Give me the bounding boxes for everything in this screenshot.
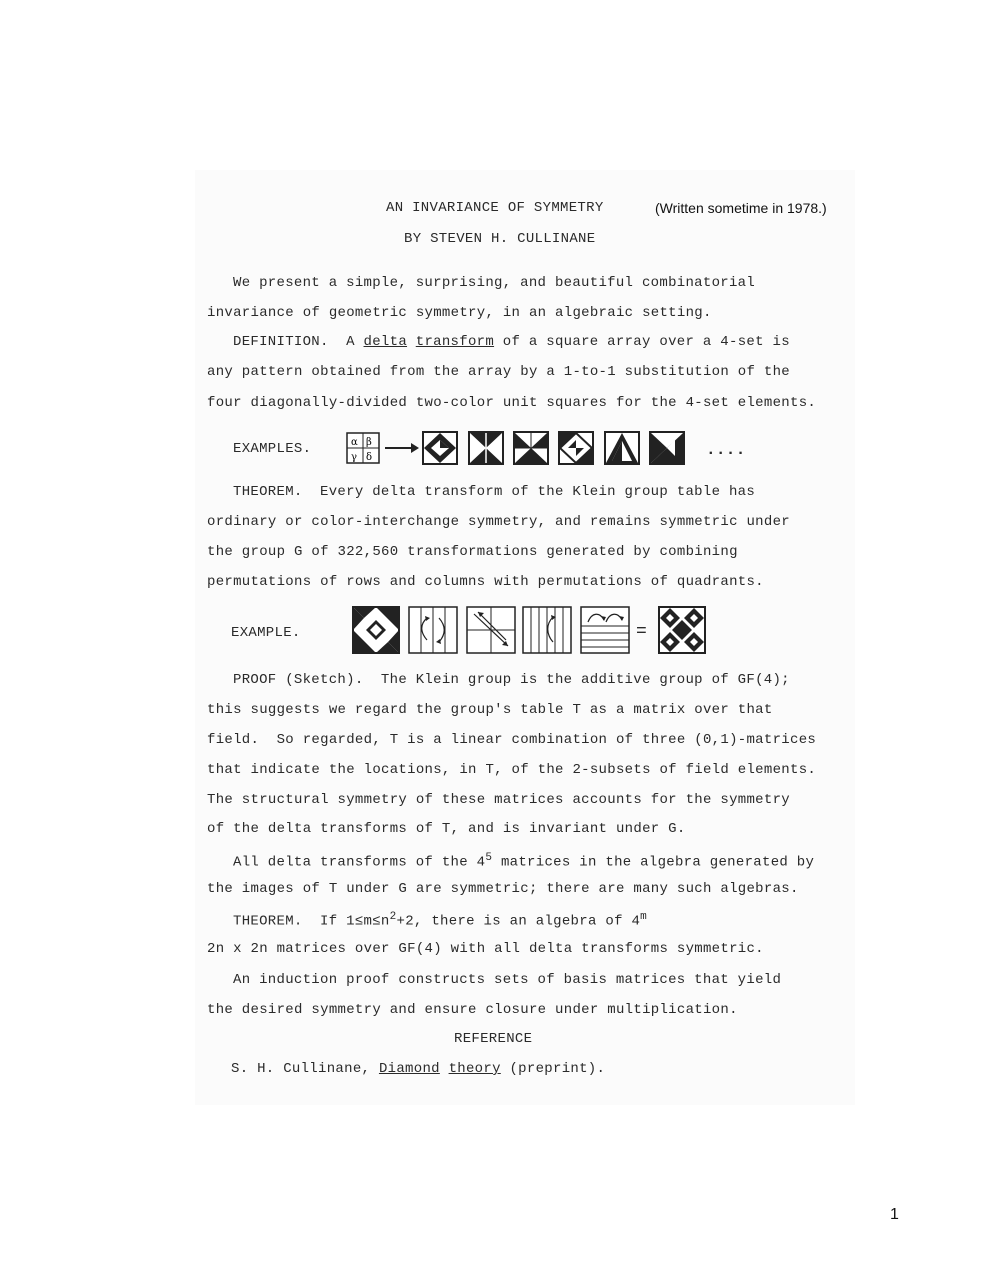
ellipsis: .... — [706, 441, 746, 459]
delta-example-2-icon — [468, 431, 504, 465]
delta-example-1-icon — [422, 431, 458, 465]
reference-title-diamond: Diamond — [378, 1061, 440, 1077]
permute-rows-icon — [408, 606, 458, 654]
delta-example-5-icon — [604, 431, 640, 465]
theorem-2-line-1 — [233, 911, 647, 930]
intro-line-2: invariance of geometric symmetry, in an algebraic setting. — [207, 305, 712, 321]
definition-line-2: any pattern obtained from the array by a 1-to-1 substitution of the — [207, 364, 790, 380]
term-transform: transform — [415, 334, 495, 350]
theorem-2-exponent-2: m — [640, 911, 648, 923]
page-title: AN INVARIANCE OF SYMMETRY — [386, 200, 604, 216]
theorem-2-line-2: 2n x 2n matrices over GF(4) with all delta transforms symmetric. — [207, 941, 764, 957]
example-label: EXAMPLE. — [231, 625, 301, 641]
examples-label: EXAMPLES. — [233, 441, 312, 457]
definition-label: DEFINITION. A — [233, 334, 364, 350]
delta-example-3-icon — [513, 431, 549, 465]
permute-columns-icon — [522, 606, 572, 654]
reference-title-theory: theory — [448, 1061, 501, 1077]
reference-suffix: (preprint). — [500, 1061, 606, 1077]
all-delta-text-a: All delta transforms of the 4 — [233, 854, 486, 871]
permute-quadrant-rows-icon — [580, 606, 630, 654]
proof-line-6: of the delta transforms of T, and is invariant under G. — [207, 821, 686, 837]
page-number: 1 — [890, 1206, 899, 1223]
definition-rest: of a square array over a 4-set is — [494, 334, 790, 350]
induction-line-2: the desired symmetry and ensure closure under multiplication. — [207, 1002, 738, 1018]
proof-line-2: this suggests we regard the group's table T as a matrix over that — [207, 702, 773, 718]
definition-line-1 — [233, 334, 790, 350]
theorem-2-exponent-1: 2 — [389, 911, 397, 923]
byline: BY STEVEN H. CULLINANE — [404, 231, 596, 247]
reference-heading: REFERENCE — [454, 1031, 533, 1047]
symbol-alpha: α — [351, 437, 358, 448]
symbol-gamma: γ — [351, 452, 357, 463]
theorem-1-line-2: ordinary or color-interchange symmetry, and remains symmetric under — [207, 514, 790, 530]
induction-line-1: An induction proof constructs sets of basis matrices that yield — [233, 972, 782, 988]
all-delta-line-1 — [233, 852, 814, 871]
delta-example-6-icon — [649, 431, 685, 465]
proof-line-3: field. So regarded, T is a linear combination of three (0,1)-matrices — [207, 732, 817, 748]
delta-example-4-icon — [558, 431, 594, 465]
proof-line-1: PROOF (Sketch). The Klein group is the additive group of GF(4); — [233, 672, 790, 688]
all-delta-exponent: 5 — [485, 852, 493, 864]
theorem-1-line-1: THEOREM. Every delta transform of the Klein group table has — [233, 484, 756, 500]
symbol-beta: β — [366, 437, 372, 448]
result-diamond-pattern-icon — [658, 606, 706, 654]
all-delta-line-2: the images of T under G are symmetric; there are many such algebras. — [207, 881, 799, 897]
term-delta: delta — [363, 334, 408, 350]
definition-line-3: four diagonally-divided two-color unit squares for the 4-set elements. — [207, 395, 817, 411]
arrow-right-icon — [384, 440, 420, 456]
reference-entry — [231, 1061, 605, 1077]
proof-line-4: that indicate the locations, in T, of the 2-subsets of field elements. — [207, 762, 817, 778]
permute-diagonal-icon — [466, 606, 516, 654]
symbol-delta: δ — [366, 452, 373, 463]
intro-line-1: We present a simple, surprising, and beautiful combinatorial — [233, 275, 756, 291]
reference-prefix: S. H. Cullinane, — [231, 1061, 379, 1077]
theorem-1-line-4: permutations of rows and columns with permutations of quadrants. — [207, 574, 764, 590]
klein-delta-pattern-icon — [352, 606, 400, 654]
theorem-1-line-3: the group G of 322,560 transformations generated by combining — [207, 544, 738, 560]
equals-sign: = — [636, 622, 648, 642]
proof-line-5: The structural symmetry of these matrices accounts for the symmetry — [207, 792, 790, 808]
greek-array-icon — [346, 432, 380, 464]
all-delta-text-b: matrices in the algebra generated by — [492, 854, 815, 871]
theorem-2-text-b: +2, there is an algebra of 4 — [396, 913, 641, 930]
date-note: (Written sometime in 1978.) — [655, 200, 827, 216]
theorem-2-text-a: THEOREM. If 1≤m≤n — [233, 913, 390, 930]
